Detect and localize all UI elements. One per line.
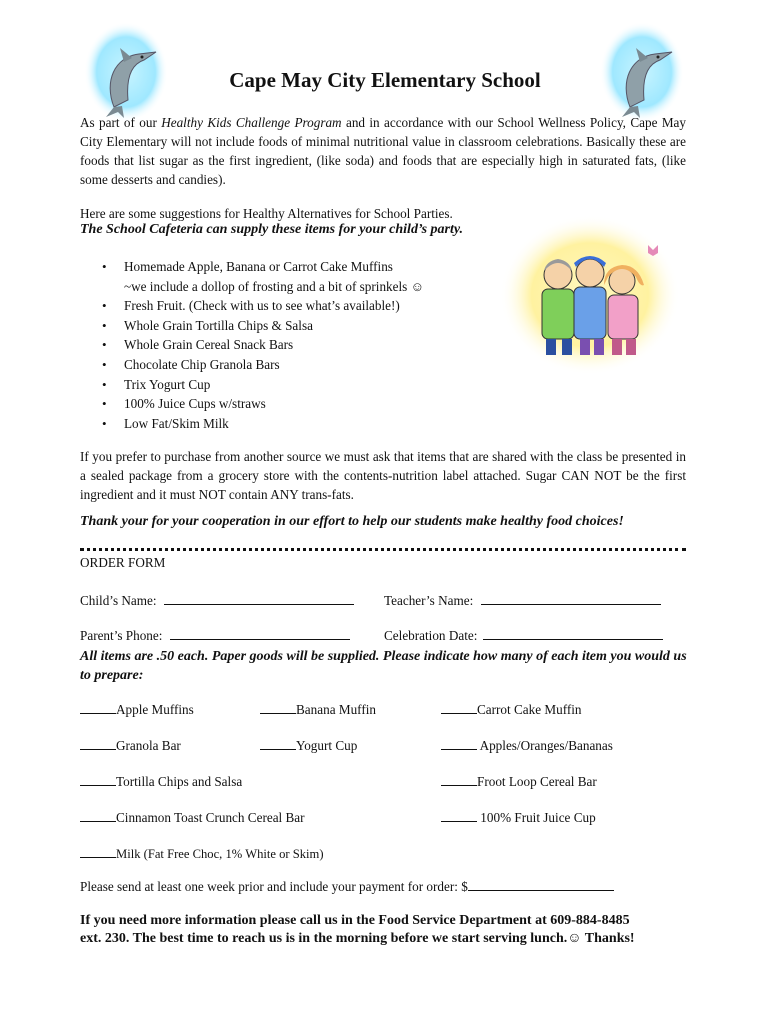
program-name: Healthy Kids Challenge Program xyxy=(161,115,342,130)
contact-info xyxy=(80,912,700,948)
list-item-label: Chocolate Chip Granola Bars xyxy=(124,356,280,372)
order-item-carrot-cake-muffin xyxy=(441,701,582,718)
quantity-field[interactable] xyxy=(80,701,116,714)
list-item: • Whole Grain Cereal Snack Bars xyxy=(102,337,294,353)
list-item: • Fresh Fruit. (Check with us to see what’s available!) xyxy=(102,298,400,314)
parent-phone-field[interactable] xyxy=(170,627,350,640)
list-item: • Homemade Apple, Banana or Carrot Cake Muffins ~we include a dollop of frosting and a bit of sprinkels ☺ xyxy=(102,259,425,294)
quantity-field[interactable] xyxy=(80,809,116,822)
order-item-milk xyxy=(80,845,324,862)
quantity-field[interactable] xyxy=(441,809,477,822)
list-item-label: Whole Grain Tortilla Chips & Salsa xyxy=(124,317,313,333)
quantity-field[interactable] xyxy=(80,773,116,786)
intro-text-part2: and in accordance with our School Wellness Policy, Cape May City Elementary will not include foods of minimal nutritional value in classroom celebrations. Basically these are foods that list sugar as the first ingredient, (like soda) and foods that are especially high in saturated fats, (like some desserts and candies). xyxy=(80,115,686,187)
item-label: Apple Muffins xyxy=(116,702,194,717)
contact-line-2: ext. 230. The best time to reach us is in the morning before we start serving lunch.☺ Thanks! xyxy=(80,931,635,946)
item-label: 100% Fruit Juice Cup xyxy=(477,810,596,825)
order-item-granola-bar xyxy=(80,737,181,754)
list-item: • Chocolate Chip Granola Bars xyxy=(102,356,280,372)
quantity-field[interactable] xyxy=(441,701,477,714)
item-label: Milk (Fat Free Choc, 1% White or Skim) xyxy=(116,847,324,861)
kids-illustration xyxy=(500,215,680,375)
teacher-name-label: Teacher’s Name: xyxy=(384,593,474,608)
quantity-field[interactable] xyxy=(80,737,116,750)
order-item-tortilla-chips xyxy=(80,773,242,790)
cafeteria-items-list xyxy=(80,257,500,433)
item-label: Tortilla Chips and Salsa xyxy=(116,774,243,789)
list-item-label: Homemade Apple, Banana or Carrot Cake Muffins xyxy=(124,259,393,274)
order-item-juice-cup xyxy=(441,809,596,826)
celebration-date-label: Celebration Date: xyxy=(384,628,478,643)
order-item-froot-loop-bar xyxy=(441,773,597,790)
dotted-divider xyxy=(80,548,686,551)
item-label: Banana Muffin xyxy=(296,702,376,717)
contact-line-1: If you need more information please call us in the Food Service Department at 609-884-8485 xyxy=(80,913,630,928)
celebration-date-field[interactable] xyxy=(483,627,663,640)
teacher-name-row xyxy=(384,591,661,610)
item-label: Carrot Cake Muffin xyxy=(477,702,582,717)
quantity-field[interactable] xyxy=(260,701,296,714)
intro-paragraph xyxy=(80,113,686,189)
parent-phone-label: Parent’s Phone: xyxy=(80,628,163,643)
parent-phone-row xyxy=(80,626,350,645)
item-label: Yogurt Cup xyxy=(296,738,358,753)
order-form-heading: ORDER FORM xyxy=(80,555,166,570)
list-item: • Trix Yogurt Cup xyxy=(102,376,211,392)
muffin-note: ~we include a dollop of frosting and a bit of sprinkels ☺ xyxy=(124,278,425,294)
order-item-fruit xyxy=(441,737,613,754)
teacher-name-field[interactable] xyxy=(481,592,661,605)
payment-amount-field[interactable] xyxy=(468,878,614,891)
order-item-banana-muffin xyxy=(260,701,376,718)
quantity-field[interactable] xyxy=(441,773,477,786)
list-item-label: Trix Yogurt Cup xyxy=(124,376,211,392)
intro-text-part1: As part of our xyxy=(80,115,162,130)
child-name-label: Child’s Name: xyxy=(80,593,157,608)
quantity-field[interactable] xyxy=(260,737,296,750)
child-name-row xyxy=(80,591,354,610)
child-name-field[interactable] xyxy=(164,592,354,605)
order-item-cinnamon-bar xyxy=(80,809,305,826)
quantity-field[interactable] xyxy=(80,845,116,858)
payment-label: Please send at least one week prior and include your payment for order: $ xyxy=(80,879,468,894)
item-label: Cinnamon Toast Crunch Cereal Bar xyxy=(116,810,305,825)
item-label: Granola Bar xyxy=(116,738,181,753)
payment-row xyxy=(80,877,614,896)
list-item-label: Fresh Fruit. (Check with us to see what’s available!) xyxy=(124,298,400,314)
item-label: Froot Loop Cereal Bar xyxy=(477,774,597,789)
list-item: • Whole Grain Tortilla Chips & Salsa xyxy=(102,317,313,333)
page-title: Cape May City Elementary School xyxy=(229,68,541,92)
suggestions-intro: Here are some suggestions for Healthy Alternatives for School Parties. xyxy=(80,206,453,221)
order-item-apple-muffins xyxy=(80,701,194,718)
list-item-label: Low Fat/Skim Milk xyxy=(124,415,229,431)
thanks-line: Thank your for your cooperation in our effort to help our students make healthy food choices! xyxy=(80,514,624,529)
cafeteria-heading: The School Cafeteria can supply these items for your child’s party. xyxy=(80,222,464,237)
quantity-field[interactable] xyxy=(441,737,477,750)
list-item: • Low Fat/Skim Milk xyxy=(102,415,229,431)
outside-source-paragraph: If you prefer to purchase from another source we must ask that items that are shared with the class be presented in a sealed package from a grocery store with the contents-nutrition label attached. Sugar CAN NOT be the first ingredient and it must NOT contain ANY trans-fats. xyxy=(80,449,686,502)
list-item: • 100% Juice Cups w/straws xyxy=(102,396,266,412)
item-label: Apples/Oranges/Bananas xyxy=(477,738,613,753)
list-item-label: 100% Juice Cups w/straws xyxy=(124,396,266,412)
price-note: All items are .50 each. Paper goods will be supplied. Please indicate how many of each item you would us to prepare: xyxy=(80,649,687,683)
celebration-date-row xyxy=(384,626,663,645)
order-item-yogurt-cup xyxy=(260,737,357,754)
list-item-label: Whole Grain Cereal Snack Bars xyxy=(124,337,294,353)
